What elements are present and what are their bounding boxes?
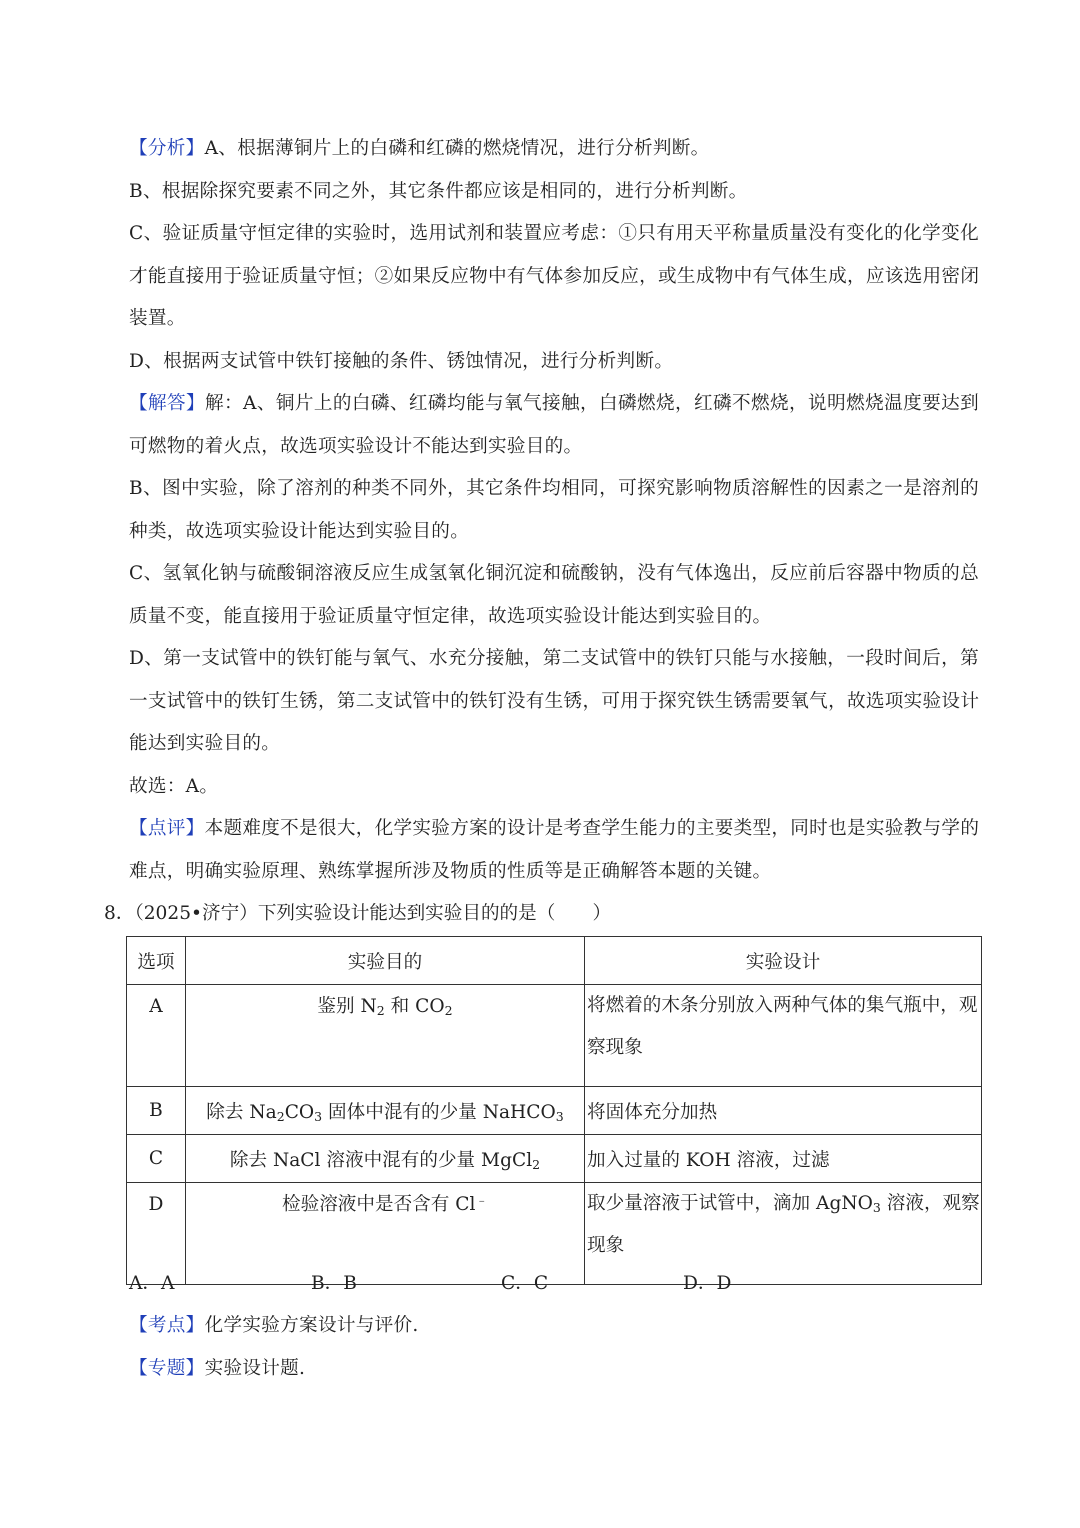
- options-table: [126, 936, 982, 1285]
- question-number: 8．: [104, 903, 135, 924]
- answer-line: 故选：A。: [129, 775, 219, 797]
- design-cell: 加入过量的 KOH 溶液，过滤: [585, 1135, 982, 1183]
- comment-line: 【点评】本题难度不是很大，化学实验方案的设计是考查学生能力的主要类型，同时也是实验教与学的: [129, 818, 980, 839]
- answer-line: D、第一支试管中的铁钉能与氧气、水充分接触，第二支试管中的铁钉只能与水接触，一段时间后，第: [129, 648, 979, 669]
- header-option: 选项: [127, 937, 186, 985]
- meta-section: [129, 1305, 979, 1390]
- question-8-stem: [104, 898, 611, 930]
- table-row: [127, 1183, 982, 1285]
- design-cell: 将燃着的木条分别放入两种气体的集气瓶中，观 察现象: [585, 985, 982, 1087]
- analysis-line: 才能直接用于验证质量守恒；②如果反应物中有气体参加反应，或生成物中有气体生成，应该选用密闭: [129, 265, 980, 287]
- zhuanti-tag: 【专题】: [129, 1357, 205, 1379]
- answer-line: 种类，故选项实验设计能达到实验目的。: [129, 520, 470, 542]
- purpose-cell: 鉴别 $N_2$ 和 $CO_2$: [186, 985, 585, 1087]
- answer-line: 可燃物的着火点，故选项实验设计不能达到实验目的。: [129, 435, 583, 457]
- design-cell: 将固体充分加热: [585, 1087, 982, 1135]
- table-row: [127, 1135, 982, 1183]
- analysis-tag: 【分析】: [129, 138, 205, 159]
- analysis-line: B、根据除探究要素不同之外，其它条件都应该是相同的，进行分析判断。: [129, 180, 748, 202]
- comment-section: [129, 808, 979, 893]
- answer-line: 【解答】解：A、铜片上的白磷、红磷均能与氧气接触，白磷燃烧，红磷不燃烧，说明燃烧温度要达到: [129, 393, 979, 414]
- analysis-section: [129, 128, 979, 383]
- purpose-cell: 检验溶液中是否含有 Cl﹣: [186, 1183, 585, 1285]
- purpose-cell: 除去 $Na_2CO_3$ 固体中混有的少量 NaHCO$_3$: [186, 1087, 585, 1135]
- comment-tag: 【点评】: [129, 818, 205, 839]
- header-purpose: 实验目的: [186, 937, 585, 985]
- answer-section: [129, 383, 979, 808]
- choice-c: C．C: [501, 1273, 549, 1294]
- table-row: [127, 985, 982, 1087]
- answer-line: C、氢氧化钠与硫酸铜溶液反应生成氢氧化铜沉淀和硫酸钠，没有气体逸出，反应前后容器中物质的总: [129, 563, 979, 584]
- design-cell: 取少量溶液于试管中，滴加 AgNO$_3$ 溶液，观察 现象: [585, 1183, 982, 1285]
- question-text: 下列实验设计能达到实验目的的是（ ）: [257, 903, 612, 924]
- kaodian-tag: 【考点】: [129, 1315, 205, 1336]
- analysis-line: 【分析】A、根据薄铜片上的白磷和红磷的燃烧情况，进行分析判断。: [129, 138, 710, 159]
- analysis-line: 装置。: [129, 308, 186, 329]
- analysis-line: C、验证质量守恒定律的实验时，选用试剂和装置应考虑：①只有用天平称量质量没有变化的化学变化: [129, 223, 979, 244]
- table-header-row: [127, 937, 982, 985]
- analysis-line: D、根据两支试管中铁钉接触的条件、锈蚀情况，进行分析判断。: [129, 350, 674, 372]
- header-design: 实验设计: [585, 937, 982, 985]
- answer-tag: 【解答】: [129, 393, 206, 414]
- question-source: （2025•济宁）: [134, 903, 258, 924]
- option-cell: A: [127, 985, 186, 1087]
- choice-d: D．D: [683, 1273, 732, 1294]
- choice-b: B．B: [311, 1273, 357, 1294]
- option-cell: B: [127, 1087, 186, 1135]
- comment-line: 难点，明确实验原理、熟练掌握所涉及物质的性质等是正确解答本题的关键。: [129, 860, 772, 882]
- table-row: [127, 1087, 982, 1135]
- choice-a: A．A: [129, 1273, 175, 1294]
- answer-line: 能达到实验目的。: [129, 733, 281, 754]
- purpose-cell: 除去 NaCl 溶液中混有的少量 MgCl$_2$: [186, 1135, 585, 1183]
- zhuanti-line: 【专题】实验设计题.: [129, 1357, 306, 1379]
- option-cell: C: [127, 1135, 186, 1183]
- answer-line: 质量不变，能直接用于验证质量守恒定律，故选项实验设计能达到实验目的。: [129, 605, 772, 627]
- answer-line: 一支试管中的铁钉生锈，第二支试管中的铁钉没有生锈，可用于探究铁生锈需要氧气，故选项实验设计: [129, 690, 980, 712]
- option-cell: D: [127, 1183, 186, 1285]
- kaodian-line: 【考点】化学实验方案设计与评价.: [129, 1315, 419, 1336]
- answer-line: B、图中实验，除了溶剂的种类不同外，其它条件均相同，可探究影响物质溶解性的因素之一是溶剂的: [129, 478, 979, 499]
